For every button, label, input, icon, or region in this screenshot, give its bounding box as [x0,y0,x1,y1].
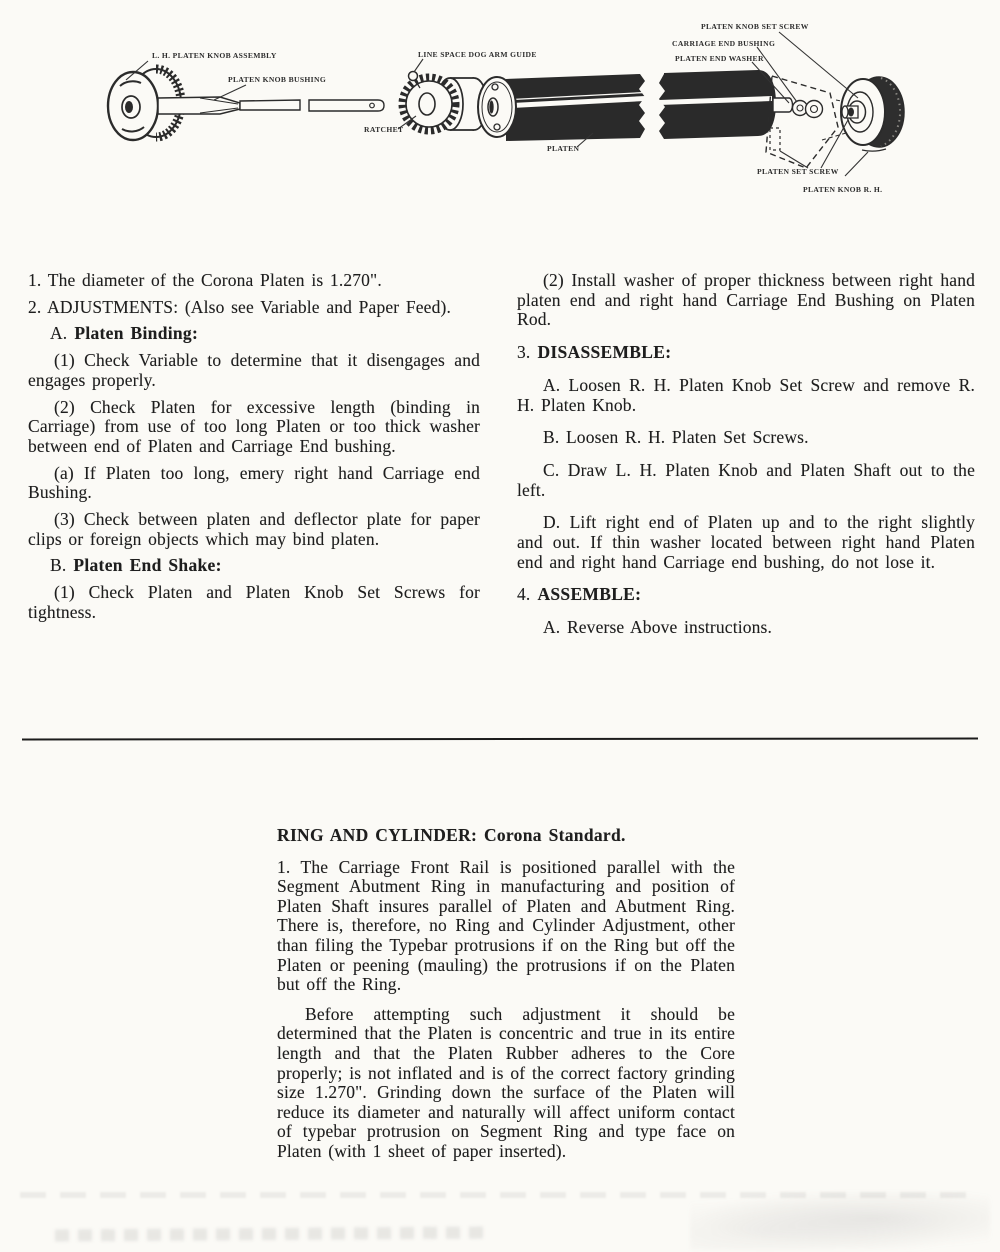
bleed-through-smudge [20,1192,970,1198]
heading-label: Platen Binding: [74,323,199,344]
ratchet-drawing [402,72,487,132]
binding-step-2a: (a) If Platen too long, emery right hand Carriage end Bushing. [28,462,480,503]
platen-shaft-drawing [158,97,384,114]
disassemble-heading [517,343,975,363]
assemble-step-a: A. Reverse Above instructions. [543,617,773,638]
ring-and-cylinder-section [277,826,735,1172]
adjustments-item: 2. ADJUSTMENTS: (Also see Variable and Paper Feed). [28,296,452,317]
carriage-end-hardware-drawing [766,76,853,168]
platen-exploded-diagram [0,0,1000,240]
heading-prefix: B. [50,555,67,576]
bleed-through-smudge [55,1226,485,1241]
platen-end-shake-heading [28,556,480,576]
section-divider-rule [22,737,978,740]
heading-label: Platen End Shake: [73,555,222,576]
heading-prefix: A. [50,323,68,344]
diameter-item: 1. The diameter of the Corona Platen is 1.270". [28,270,382,290]
left-column [28,271,480,630]
label-platen-set-screw: PLATEN SET SCREW [757,167,839,176]
label-platen-knob-rh: PLATEN KNOB R. H. [803,185,883,194]
label-line-space-dog-arm-guide: LINE SPACE DOG ARM GUIDE [418,50,537,59]
heading-prefix: 4. [517,584,531,605]
label-lh-platen-knob-assembly: L. H. PLATEN KNOB ASSEMBLY [152,51,277,60]
platen-cylinder-drawing [478,70,792,141]
label-platen: PLATEN [547,144,580,153]
right-column [517,271,975,651]
disassemble-step-a: A. Loosen R. H. Platen Knob Set Screw and remove R. H. Platen Knob. [517,374,975,415]
heading-label: DISASSEMBLE: [537,342,672,363]
assemble-heading [517,585,975,605]
label-platen-knob-bushing: PLATEN KNOB BUSHING [228,75,327,84]
label-ratchet: RATCHET [364,125,404,134]
platen-binding-heading [28,324,480,344]
disassemble-step-b: B. Loosen R. H. Platen Set Screws. [543,427,809,448]
binding-step-1: (1) Check Variable to determine that it disengages and engages properly. [28,350,480,390]
disassemble-step-c: C. Draw L. H. Platen Knob and Platen Shaft out to the left. [517,459,975,500]
bleed-through-smudge [690,1192,990,1250]
ring-paragraph-2: Before attempting such adjustment it should be determined that the Platen is concentric and true in its entire length and that the Platen Rubber adheres to the Core properly; is not inflated and is of the correct factory grinding size 1.270". Grinding down the surface of the Platen will reduce its diameter and naturally will affect uniform contact of typebar protrusion on Segment Ring and type face on Platen (with 1 sheet of paper inserted). [277,1003,735,1161]
label-carriage-end-bushing: CARRIAGE END BUSHING [672,39,776,48]
binding-step-3: (3) Check between platen and deflector plate for paper clips or foreign objects which may bind platen. [28,509,480,549]
right-platen-knob-drawing [841,77,904,151]
end-shake-step-2: (2) Install washer of proper thickness between right hand platen end and right hand Carriage End Bushing on Platen Rod. [517,270,975,330]
end-shake-step-1: (1) Check Platen and Platen Knob Set Screws for tightness. [28,582,480,622]
binding-step-2: (2) Check Platen for excessive length (binding in Carriage) from use of too long Platen or too thick washer between end of Platen and Carriage End bushing. [28,396,480,456]
ring-paragraph-1: 1. The Carriage Front Rail is positioned parallel with the Segment Abutment Ring in manufacturing and position of Platen Shaft insures parallel of Platen and Abutment Ring. There is, therefore, no Ring and Cylinder Adjustment, other than filing the Typebar protrusions if on the Ring but off the Platen or peening (mauling) the protrusions if on the Platen but off the Ring. [277,856,735,995]
heading-label: ASSEMBLE: [537,584,642,605]
ring-section-heading: RING AND CYLINDER: Corona Standard. [277,825,626,845]
disassemble-step-d: D. Lift right end of Platen up and to the right slightly and out. If thin washer located between right hand Platen end and right hand Carriage end bushing, do not lose it. [517,512,975,572]
label-platen-end-washer: PLATEN END WASHER [675,54,764,63]
heading-prefix: 3. [517,342,531,363]
label-platen-knob-set-screw: PLATEN KNOB SET SCREW [701,22,809,31]
